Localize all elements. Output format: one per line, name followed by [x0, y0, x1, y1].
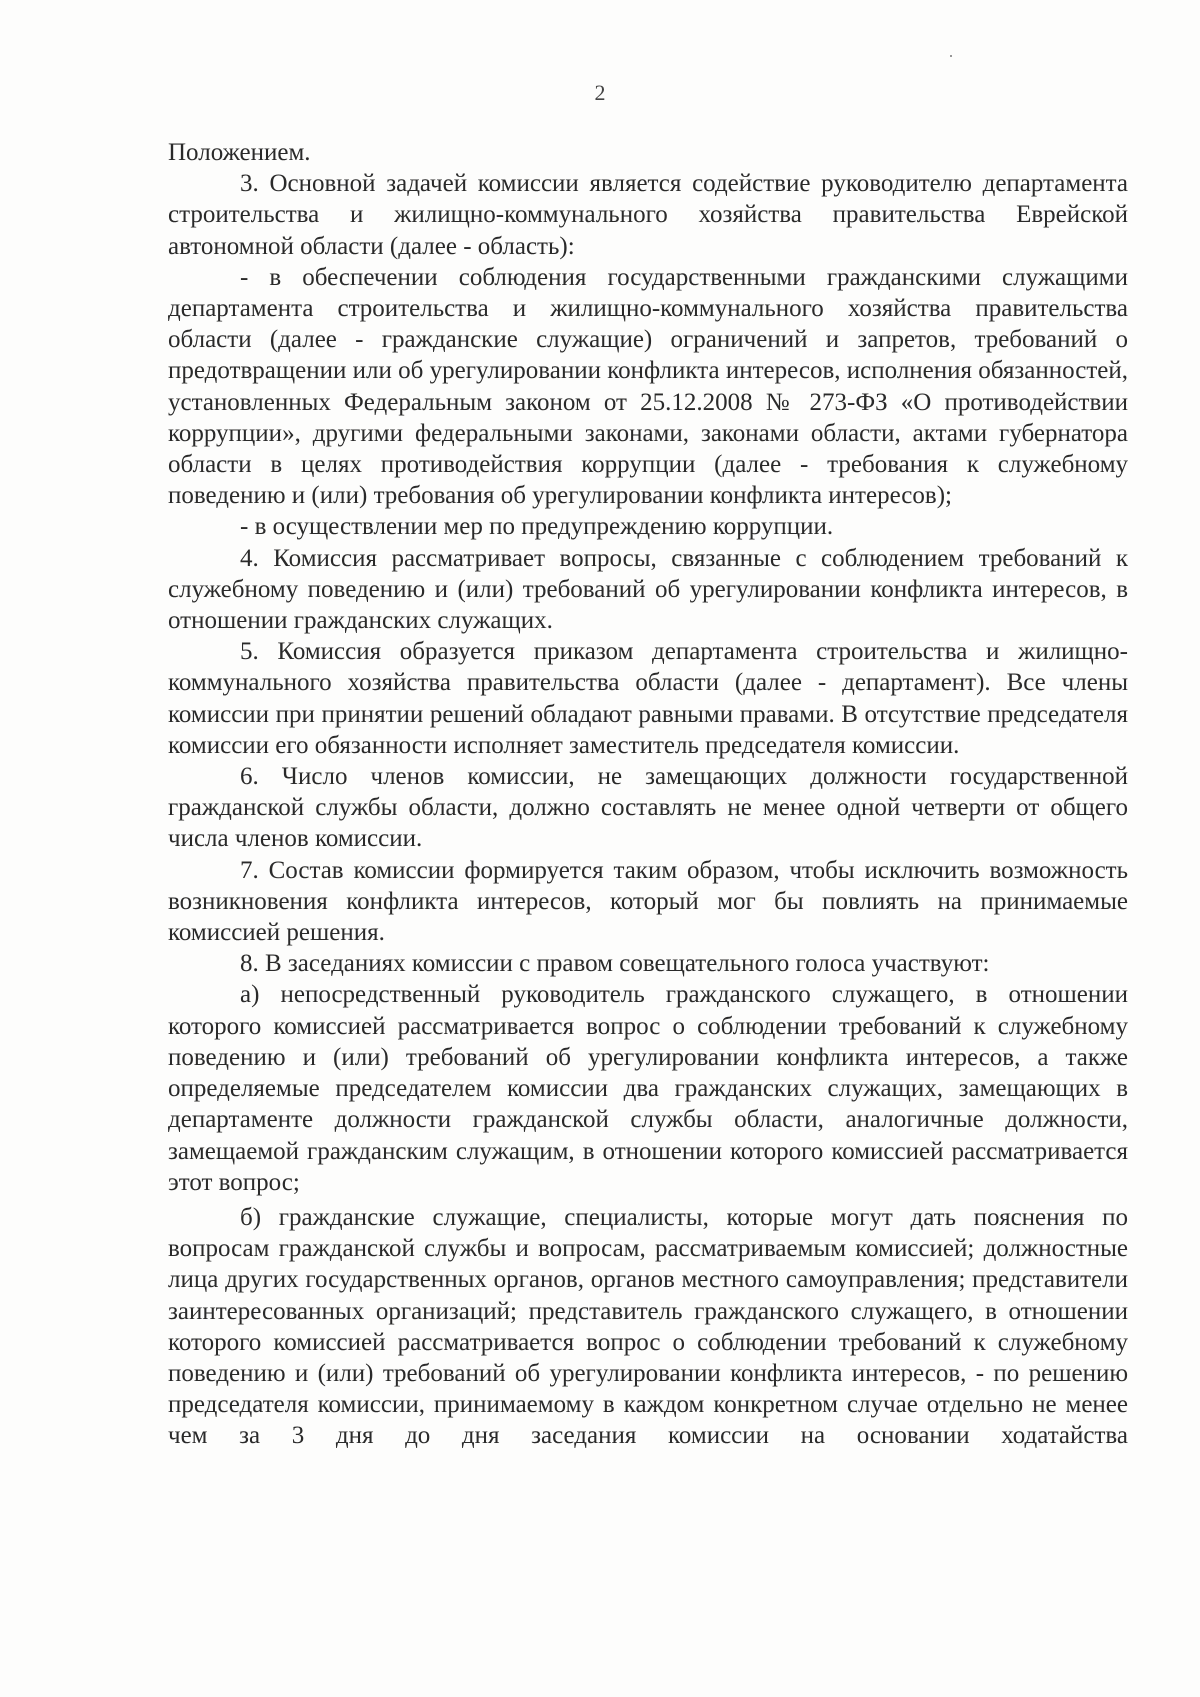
- text-line: по вопросам гражданской службы и вопросам, рассматриваемым комиссией;: [168, 1203, 1128, 1263]
- text-line: - в обеспечении соблюдения государственными гражданскими: [240, 263, 981, 291]
- text-line: на принимаемые комиссией решения.: [168, 887, 1128, 947]
- text-line: конфликта интересов, а также определяемые председателем комиссии два: [168, 1043, 1129, 1103]
- page-number: 2: [594, 80, 606, 105]
- text-line: а) непосредственный руководитель гражданского служащего, в: [240, 981, 988, 1009]
- text-line: служащим, в отношении которого комиссией рассматривается этот вопрос;: [168, 1137, 1128, 1196]
- text-line: гражданских служащих, замещающих в департаменте должности гражданской: [168, 1075, 1129, 1134]
- text-line: представитель гражданского служащего, в отношении которого комиссией: [168, 1297, 1128, 1356]
- text-line: 4. Комиссия рассматривает вопросы, связанные с соблюдением: [240, 544, 965, 572]
- text-line: служащими департамента строительства и жилищно-коммунального хозяйства: [168, 263, 1128, 323]
- paragraph-6: [168, 761, 1128, 855]
- text-line: правительства области (далее - гражданские служащие) ограничений и: [168, 295, 1128, 354]
- text-line: заместитель председателя комиссии.: [569, 731, 960, 759]
- text-line: гражданской службы области, должно составлять не менее одной четверти от: [168, 794, 1040, 822]
- text-line: департамент). Все члены комиссии при принятии решений обладают равными: [168, 669, 1129, 728]
- text-line: конфликта интересов, в отношении гражданских служащих.: [168, 575, 1129, 635]
- text-line: правительства Еврейской автономной области (далее - область):: [168, 201, 1128, 260]
- text-line: 7. Состав комиссии формируется таким образом, чтобы исключить: [240, 856, 980, 884]
- text-line: 6. Число членов комиссии, не замещающих должности государственной: [240, 763, 1128, 791]
- text-line: службы области, аналогичные должности, замещаемой гражданским: [168, 1106, 1129, 1165]
- text-line: должностные лица других государственных органов, органов местного: [168, 1235, 1129, 1294]
- text-line: 5. Комиссия образуется приказом департамента строительства и: [240, 638, 1000, 666]
- text-line: - в осуществлении мер по предупреждению коррупции.: [240, 513, 834, 541]
- paragraph-4: [168, 543, 1128, 637]
- text-line: возможность возникновения конфликта интересов, который мог бы повлиять: [168, 856, 1129, 915]
- text-line: поведению и (или) требования об урегулировании конфликта интересов);: [168, 482, 952, 510]
- paragraph-3-compliance: [168, 262, 1128, 512]
- text-line: 8. В заседаниях комиссии с правом совещательного голоса участвуют:: [240, 950, 990, 978]
- text-line: рассматривается вопрос о соблюдении требований к служебному поведению и: [168, 1328, 1129, 1387]
- text-line: б) гражданские служащие, специалисты, которые могут дать пояснения: [240, 1203, 1085, 1231]
- text-line: правами. В отсутствие председателя комиссии его обязанности исполняет: [168, 700, 1128, 759]
- paragraph-5: [168, 636, 1128, 761]
- text-line: целях противодействия коррупции (далее - требования к служебному: [301, 451, 1129, 479]
- text-line: Положением.: [168, 139, 311, 166]
- paragraph-0: [168, 137, 1128, 168]
- text-line: (или) требований об урегулировании конфликта интересов, - по решению: [317, 1359, 1129, 1387]
- text-line: федеральными законами, законами области, актами губернатора области в: [168, 419, 1128, 479]
- scan-speck: [950, 55, 952, 57]
- text-line: требований к служебному поведению и (или) требований об урегулировании: [168, 544, 1129, 603]
- text-line: председателя комиссии, принимаемому в каждом конкретном случае отдельно: [168, 1391, 1024, 1419]
- text-line: не менее чем за 3 дня до дня заседания комиссии на основании ходатайства: [168, 1391, 1128, 1450]
- text-line: общего числа членов комиссии.: [168, 794, 1129, 853]
- document-body: [168, 137, 1128, 1452]
- paragraph-8: [168, 948, 1128, 979]
- paragraph-7: [168, 855, 1128, 949]
- paragraph-8a: [168, 979, 1128, 1197]
- paragraph-8b: [168, 1202, 1128, 1452]
- paragraph-3-prevention: [168, 511, 1128, 542]
- text-line: отношении которого комиссией рассматривается вопрос о соблюдении: [168, 981, 1129, 1040]
- text-line: жилищно-коммунального хозяйства правительства области (далее -: [168, 638, 1129, 697]
- text-line: департамента строительства и жилищно-коммунального хозяйства: [168, 170, 1129, 229]
- text-line: от 25.12.2008 № 273-ФЗ «О противодействии коррупции», другими: [168, 388, 1129, 447]
- text-line: 3. Основной задачей комиссии является содействие руководителю: [240, 170, 972, 198]
- text-line: интересов, исполнения обязанностей, установленных Федеральным законом: [168, 357, 1128, 416]
- text-line: требований к служебному поведению и (или) требований об урегулировании: [168, 1012, 1129, 1071]
- paragraph-3: [168, 168, 1128, 262]
- text-line: самоуправления; представители заинтересованных организаций;: [168, 1266, 1128, 1325]
- text-line: запретов, требований о предотвращении или об урегулировании конфликта: [168, 326, 1129, 385]
